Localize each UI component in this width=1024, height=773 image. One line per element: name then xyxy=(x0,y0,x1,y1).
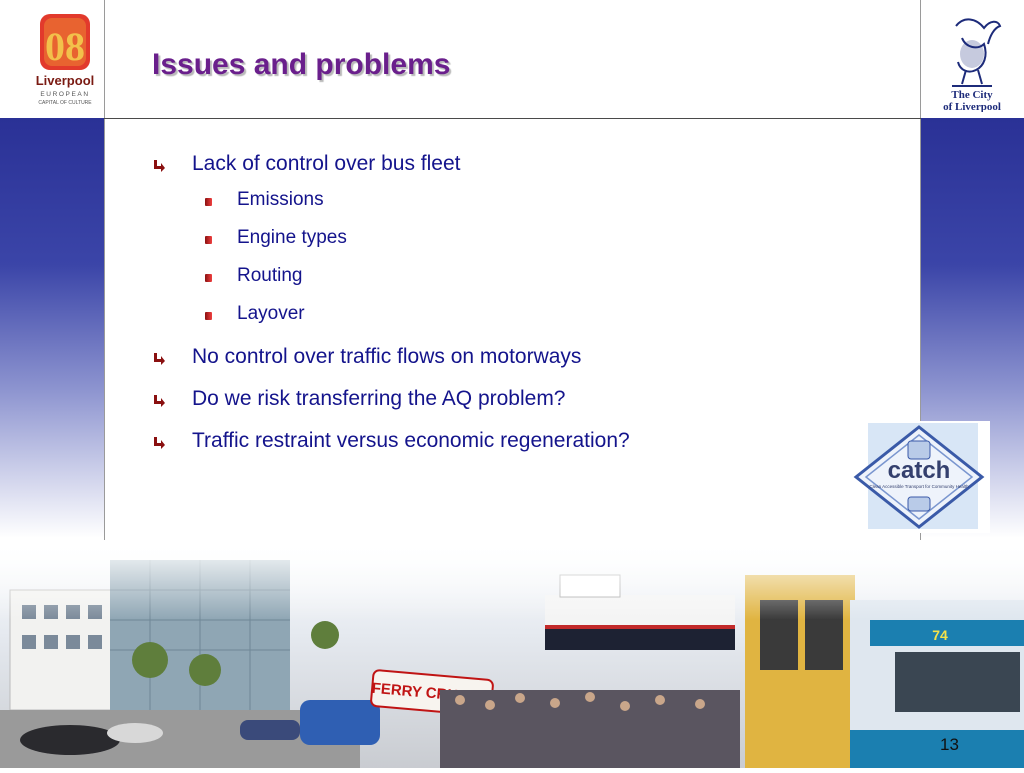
sub-bullet-icon xyxy=(205,198,212,206)
slide-title: Issues and problems xyxy=(152,48,451,81)
bullet-text: No control over traffic flows on motorways xyxy=(192,345,582,368)
sub-bullet-icon xyxy=(205,236,212,244)
logo-left-line3: EUROPEAN xyxy=(40,91,90,98)
liverpool-photo-montage xyxy=(0,540,1024,768)
bullet-arrow-icon xyxy=(152,351,166,365)
bullet-item xyxy=(152,425,872,457)
logo-left-line2: Liverpool xyxy=(35,73,95,88)
left-side-band xyxy=(0,118,104,538)
bullet-arrow-icon xyxy=(152,158,166,172)
bullet-arrow-icon xyxy=(152,393,166,407)
left-divider-line xyxy=(104,0,105,540)
city-of-liverpool-logo xyxy=(926,14,1018,112)
catch-word: catch xyxy=(887,457,951,484)
sub-bullet-item xyxy=(152,299,872,333)
bullet-text: Lack of control over bus fleet xyxy=(192,152,461,175)
bullet-item xyxy=(152,383,872,415)
liverpool-08-logo xyxy=(30,12,100,110)
catch-logo xyxy=(848,421,990,533)
catch-tagline: Clean Accessible Transport for Community Health xyxy=(869,484,969,489)
sub-bullet-text: Engine types xyxy=(237,227,347,248)
sub-bullet-item xyxy=(152,223,872,257)
bullet-text: Do we risk transferring the AQ problem? xyxy=(192,387,566,410)
bullet-list xyxy=(152,148,872,467)
sub-bullet-icon xyxy=(205,274,212,282)
logo-right-line2: of Liverpool xyxy=(943,101,1001,112)
sub-bullet-item xyxy=(152,185,872,219)
sub-bullet-text: Layover xyxy=(237,303,305,324)
logo-left-line1: 08 xyxy=(45,24,85,69)
page-number: 13 xyxy=(940,735,959,754)
bullet-item xyxy=(152,148,872,180)
sub-bullet-icon xyxy=(205,312,212,320)
header-rule xyxy=(104,118,921,119)
bullet-arrow-icon xyxy=(152,435,166,449)
sub-bullet-text: Emissions xyxy=(237,189,324,210)
logo-right-line1: The City xyxy=(951,89,993,101)
logo-left-line4: CAPITAL OF CULTURE xyxy=(38,100,92,106)
sub-bullet-text: Routing xyxy=(237,265,303,286)
sub-bullet-item xyxy=(152,261,872,295)
bullet-text: Traffic restraint versus economic regeneration? xyxy=(192,429,630,452)
bullet-item xyxy=(152,341,872,373)
